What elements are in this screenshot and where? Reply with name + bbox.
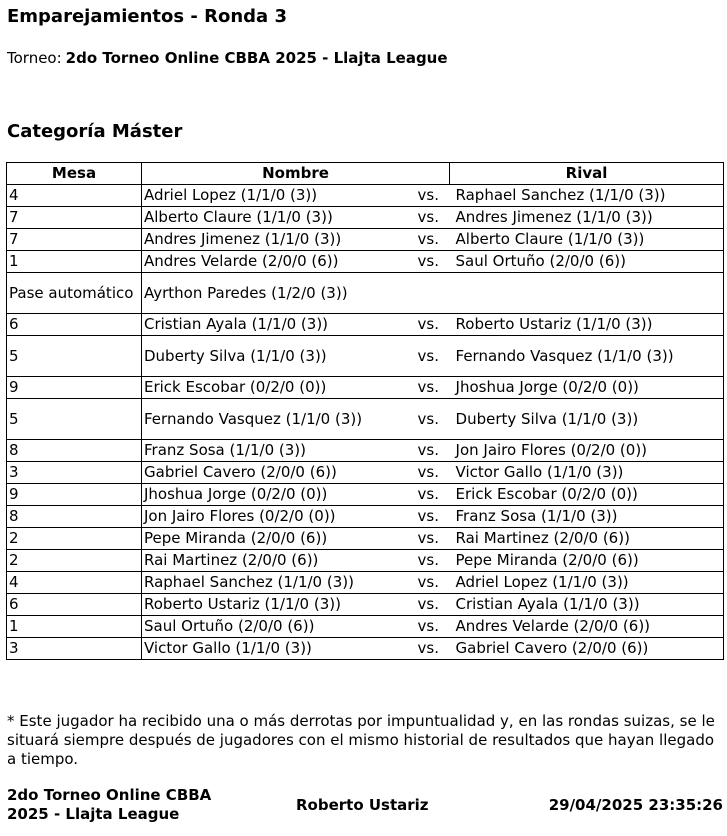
- vs-cell: vs.: [412, 462, 450, 484]
- table-row: [7, 314, 724, 336]
- pairings-body: [7, 185, 724, 660]
- header-rival: Rival: [450, 163, 724, 185]
- mesa-cell: 9: [7, 484, 142, 506]
- rival-cell: Adriel Lopez (1/1/0 (3)): [450, 572, 724, 594]
- mesa-cell: 3: [7, 638, 142, 660]
- table-row: [7, 506, 724, 528]
- mesa-cell: 7: [7, 207, 142, 229]
- table-row: [7, 572, 724, 594]
- mesa-cell: 6: [7, 594, 142, 616]
- vs-cell: vs.: [412, 185, 450, 207]
- table-header-row: [7, 163, 724, 185]
- vs-cell: vs.: [412, 572, 450, 594]
- rival-cell: Jhoshua Jorge (0/2/0 (0)): [450, 377, 724, 399]
- vs-cell: vs.: [412, 229, 450, 251]
- player-name-cell: Ayrthon Paredes (1/2/0 (3)): [142, 273, 412, 314]
- vs-cell: vs.: [412, 251, 450, 273]
- mesa-cell: 5: [7, 336, 142, 377]
- rival-cell: [450, 273, 724, 314]
- footer-tournament: 2do Torneo Online CBBA 2025 - Llajta League: [7, 786, 212, 823]
- vs-cell: vs.: [412, 638, 450, 660]
- rival-cell: Pepe Miranda (2/0/0 (6)): [450, 550, 724, 572]
- mesa-cell: 9: [7, 377, 142, 399]
- mesa-cell: 4: [7, 185, 142, 207]
- mesa-cell: 1: [7, 251, 142, 273]
- footer-datetime: 29/04/2025 23:35:26: [548, 796, 723, 814]
- player-name-cell: Erick Escobar (0/2/0 (0)): [142, 377, 412, 399]
- mesa-cell: 4: [7, 572, 142, 594]
- rival-cell: Raphael Sanchez (1/1/0 (3)): [450, 185, 724, 207]
- rival-cell: Victor Gallo (1/1/0 (3)): [450, 462, 724, 484]
- table-row: [7, 207, 724, 229]
- tournament-name: 2do Torneo Online CBBA 2025 - Llajta League: [65, 49, 448, 67]
- category-title: Categoría Máster: [7, 121, 183, 142]
- table-row: [7, 616, 724, 638]
- player-name-cell: Cristian Ayala (1/1/0 (3)): [142, 314, 412, 336]
- player-name-cell: Victor Gallo (1/1/0 (3)): [142, 638, 412, 660]
- rival-cell: Duberty Silva (1/1/0 (3)): [450, 399, 724, 440]
- player-name-cell: Andres Velarde (2/0/0 (6)): [142, 251, 412, 273]
- table-row: [7, 462, 724, 484]
- table-row: [7, 377, 724, 399]
- vs-cell: vs.: [412, 440, 450, 462]
- mesa-cell: 2: [7, 550, 142, 572]
- footer-author: Roberto Ustariz: [296, 796, 429, 814]
- table-row: [7, 336, 724, 377]
- player-name-cell: Adriel Lopez (1/1/0 (3)): [142, 185, 412, 207]
- vs-cell: [412, 273, 450, 314]
- mesa-cell: 8: [7, 440, 142, 462]
- table-row: [7, 594, 724, 616]
- player-name-cell: Raphael Sanchez (1/1/0 (3)): [142, 572, 412, 594]
- player-name-cell: Gabriel Cavero (2/0/0 (6)): [142, 462, 412, 484]
- table-row: [7, 251, 724, 273]
- rival-cell: Roberto Ustariz (1/1/0 (3)): [450, 314, 724, 336]
- table-row: [7, 528, 724, 550]
- page-title: Emparejamientos - Ronda 3: [7, 6, 287, 27]
- player-name-cell: Andres Jimenez (1/1/0 (3)): [142, 229, 412, 251]
- rival-cell: Saul Ortuño (2/0/0 (6)): [450, 251, 724, 273]
- vs-cell: vs.: [412, 336, 450, 377]
- table-row: [7, 484, 724, 506]
- rival-cell: Jon Jairo Flores (0/2/0 (0)): [450, 440, 724, 462]
- rival-cell: Franz Sosa (1/1/0 (3)): [450, 506, 724, 528]
- vs-cell: vs.: [412, 377, 450, 399]
- rival-cell: Alberto Claure (1/1/0 (3)): [450, 229, 724, 251]
- mesa-cell: 7: [7, 229, 142, 251]
- mesa-cell: 2: [7, 528, 142, 550]
- rival-cell: Fernando Vasquez (1/1/0 (3)): [450, 336, 724, 377]
- player-name-cell: Franz Sosa (1/1/0 (3)): [142, 440, 412, 462]
- rival-cell: Cristian Ayala (1/1/0 (3)): [450, 594, 724, 616]
- vs-cell: vs.: [412, 528, 450, 550]
- player-name-cell: Alberto Claure (1/1/0 (3)): [142, 207, 412, 229]
- table-row: [7, 399, 724, 440]
- vs-cell: vs.: [412, 399, 450, 440]
- table-row: [7, 273, 724, 314]
- rival-cell: Erick Escobar (0/2/0 (0)): [450, 484, 724, 506]
- mesa-cell: 1: [7, 616, 142, 638]
- pairings-table: [6, 162, 724, 660]
- rival-cell: Gabriel Cavero (2/0/0 (6)): [450, 638, 724, 660]
- player-name-cell: Rai Martinez (2/0/0 (6)): [142, 550, 412, 572]
- player-name-cell: Fernando Vasquez (1/1/0 (3)): [142, 399, 412, 440]
- vs-cell: vs.: [412, 484, 450, 506]
- player-name-cell: Jhoshua Jorge (0/2/0 (0)): [142, 484, 412, 506]
- player-name-cell: Saul Ortuño (2/0/0 (6)): [142, 616, 412, 638]
- mesa-cell: 3: [7, 462, 142, 484]
- header-nombre: Nombre: [142, 163, 450, 185]
- header-mesa: Mesa: [7, 163, 142, 185]
- tournament-line: [7, 49, 448, 67]
- vs-cell: vs.: [412, 506, 450, 528]
- vs-cell: vs.: [412, 314, 450, 336]
- vs-cell: vs.: [412, 616, 450, 638]
- mesa-cell: Pase automático: [7, 273, 142, 314]
- rival-cell: Andres Jimenez (1/1/0 (3)): [450, 207, 724, 229]
- rival-cell: Andres Velarde (2/0/0 (6)): [450, 616, 724, 638]
- table-row: [7, 185, 724, 207]
- mesa-cell: 6: [7, 314, 142, 336]
- vs-cell: vs.: [412, 550, 450, 572]
- table-row: [7, 229, 724, 251]
- vs-cell: vs.: [412, 207, 450, 229]
- player-name-cell: Pepe Miranda (2/0/0 (6)): [142, 528, 412, 550]
- player-name-cell: Jon Jairo Flores (0/2/0 (0)): [142, 506, 412, 528]
- player-name-cell: Duberty Silva (1/1/0 (3)): [142, 336, 412, 377]
- footnote: * Este jugador ha recibido una o más derrotas por impuntualidad y, en las rondas suizas, se le situará siempre después de jugadores con el mismo historial de resultados que hayan llegado a tiempo.: [7, 712, 715, 768]
- mesa-cell: 5: [7, 399, 142, 440]
- tournament-label: Torneo:: [7, 49, 62, 67]
- player-name-cell: Roberto Ustariz (1/1/0 (3)): [142, 594, 412, 616]
- mesa-cell: 8: [7, 506, 142, 528]
- table-row: [7, 440, 724, 462]
- rival-cell: Rai Martinez (2/0/0 (6)): [450, 528, 724, 550]
- table-row: [7, 550, 724, 572]
- table-row: [7, 638, 724, 660]
- vs-cell: vs.: [412, 594, 450, 616]
